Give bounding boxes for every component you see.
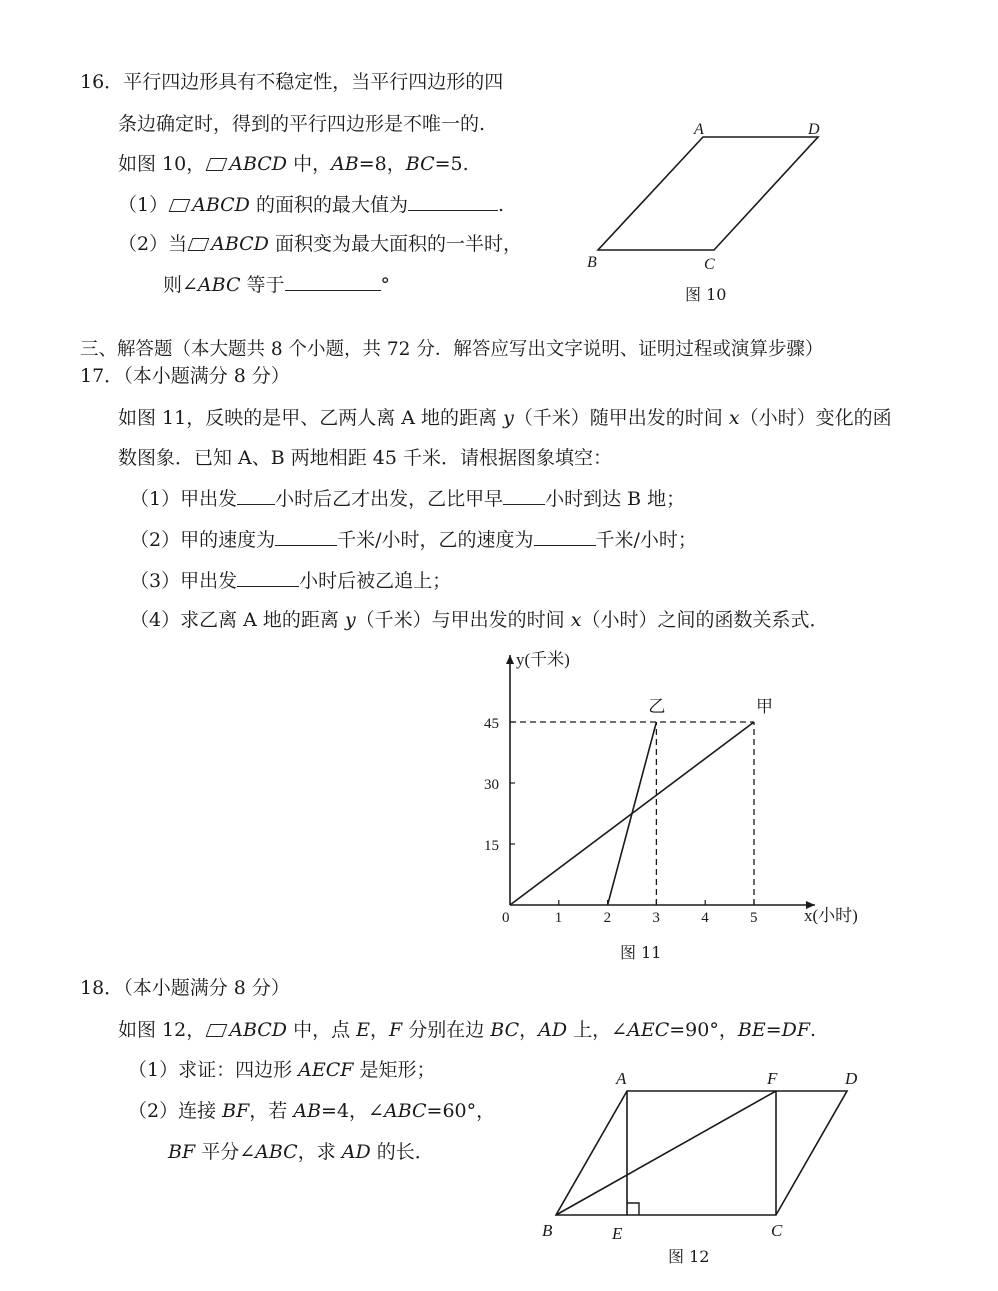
- q18-e: E: [356, 1019, 370, 1041]
- x-tick-label: 4: [701, 910, 709, 926]
- series-label-jia: 甲: [756, 697, 773, 716]
- q17-p4-x: x: [570, 609, 582, 631]
- q16-p1-text: 的面积的最大值为: [249, 194, 408, 216]
- q18-bf2: BF: [168, 1141, 196, 1163]
- q16-shape-name: ABCD: [229, 153, 288, 175]
- q18-p2-c: =4，∠: [321, 1100, 384, 1122]
- q18-score: （本小题满分 8 分）: [123, 977, 290, 999]
- y-tick-label: 30: [484, 777, 499, 793]
- q16-p2b-text: 等于: [240, 274, 285, 296]
- q18-stem-e2: 上，∠: [567, 1019, 628, 1041]
- q17-p4-a: （4）求乙离 A 地的距离: [130, 609, 345, 631]
- q17-p3-a: （3）甲出发: [130, 570, 238, 592]
- q17-stem1-b: （千米）随甲出发的时间: [513, 407, 729, 429]
- section3-heading: 三、解答题（本大题共 8 个小题，共 72 分．解答应写出文字说明、证明过程或演算步骤）: [80, 339, 824, 360]
- q17-p4-c: （小时）之间的函数关系式．: [581, 609, 829, 631]
- y-tick-label: 45: [484, 716, 499, 732]
- q16-fig-ref: 如图 10，: [118, 153, 206, 175]
- q16-degree: °: [380, 274, 391, 296]
- x-tick-label: 5: [750, 910, 758, 926]
- parallelogram-abcd-fig12: [556, 1091, 847, 1215]
- q16-p1-end: .: [497, 194, 504, 216]
- q16-p2-shape: ABCD: [211, 233, 269, 255]
- q16-bc: BC: [405, 153, 435, 175]
- q17-p1-b: 小时后乙才出发，乙比甲早: [275, 488, 504, 510]
- q16-text1: 平行四边形具有不稳定性，当平行四边形的四: [123, 71, 504, 93]
- q17-stem1-x: x: [728, 407, 740, 429]
- q18-ab: AB: [293, 1100, 322, 1122]
- q18-abc2: ABC: [255, 1141, 298, 1163]
- q17-p2-b: 千米/小时，乙的速度为: [337, 529, 534, 551]
- x-tick-label: 1: [554, 910, 563, 926]
- fig12-label-a: A: [616, 1069, 627, 1088]
- fig10-label-b: B: [587, 254, 597, 271]
- q18-stem-f2: =90°，: [669, 1019, 738, 1041]
- q17-stem1-y: y: [503, 407, 514, 429]
- y-tick-label: 15: [484, 838, 499, 854]
- q18-end: .: [810, 1019, 817, 1041]
- right-angle-mark: [627, 1203, 639, 1215]
- fig12-label-b: B: [542, 1221, 553, 1240]
- q18-ad2: AD: [341, 1141, 371, 1163]
- q18-p2b-c: 的长．: [370, 1141, 434, 1163]
- q18-bf: BF: [222, 1100, 250, 1122]
- q16-p2-label: （2）当: [118, 233, 188, 255]
- q16-number: 16．: [80, 71, 124, 93]
- q16-p2-text: 面积变为最大面积的一半时，: [268, 233, 522, 255]
- q17-p4-b: （千米）与甲出发的时间: [355, 609, 571, 631]
- q18-comma2: ，: [519, 1019, 539, 1041]
- fig10-caption: 图 10: [685, 285, 727, 304]
- q18-p1-b: 是矩形；: [353, 1059, 436, 1081]
- q16-line2: 条边确定时，得到的平行四边形是不唯一的.: [118, 113, 486, 135]
- x-tick-label: 0: [502, 910, 510, 926]
- fig12-label-f: F: [767, 1069, 778, 1088]
- q16-ab-val: =8，: [358, 153, 406, 175]
- fig10-label-a: A: [694, 121, 704, 138]
- q16-p1-label: （1）: [118, 194, 169, 216]
- q18-abc: ABC: [383, 1100, 427, 1122]
- q16-mid: 中，: [287, 153, 332, 175]
- q16-p1-shape: ABCD: [192, 194, 250, 216]
- series-label-yi: 乙: [648, 697, 666, 716]
- q17-p2-a: （2）甲的速度为: [130, 529, 276, 551]
- q18-p2-d: =60°，: [426, 1100, 496, 1122]
- q17-p1-a: （1）甲出发: [130, 488, 238, 510]
- q18-p2b-b: ，求: [297, 1141, 342, 1163]
- q17-number: 17．: [80, 365, 124, 387]
- fig12-label-d: D: [845, 1069, 858, 1088]
- q18-eq: =: [765, 1019, 782, 1041]
- q16-ab: AB: [331, 153, 359, 175]
- q17-p3-b: 小时后被乙追上；: [299, 570, 452, 592]
- x-tick-label: 3: [652, 910, 660, 926]
- x-tick-label: 2: [603, 910, 612, 926]
- q18-p2-b: ，若: [249, 1100, 294, 1122]
- q17-p1-c: 小时到达 B 地；: [545, 488, 686, 510]
- q17-score: （本小题满分 8 分）: [123, 365, 290, 387]
- q18-f: F: [389, 1019, 403, 1041]
- segment-bf: [556, 1091, 776, 1215]
- q17-p4-y: y: [344, 609, 356, 631]
- q17-stem1-c: （小时）变化的函: [739, 407, 892, 429]
- fig12-label-e: E: [612, 1224, 623, 1243]
- q18-stem-a: 如图 12，: [118, 1019, 206, 1041]
- fig12-caption: 图 12: [668, 1247, 710, 1266]
- q18-stem-d: 分别在边: [402, 1019, 491, 1041]
- q17-stem1-a: 如图 11，反映的是甲、乙两人离 A 地的距离: [118, 407, 504, 429]
- q18-comma1: ，: [370, 1019, 390, 1041]
- q18-ad: AD: [538, 1019, 568, 1041]
- q18-aecf: AECF: [298, 1059, 354, 1081]
- q17-stem2: 数图象．已知 A、B 两地相距 45 千米．请根据图象填空：: [118, 447, 613, 469]
- q18-p2b-a: 平分∠: [195, 1141, 256, 1163]
- q18-bc: BC: [490, 1019, 520, 1041]
- q16-bc-val: =5.: [434, 153, 469, 175]
- q18-be: BE: [737, 1019, 766, 1041]
- q16-angle-prefix: 则∠: [163, 274, 198, 296]
- q17-p2-c: 千米/小时；: [595, 529, 697, 551]
- x-axis-label: x(小时): [804, 906, 858, 925]
- q16-angle-name: ABC: [197, 274, 241, 296]
- q18-number: 18．: [80, 977, 124, 999]
- q18-p2-a: （2）连接: [128, 1100, 223, 1122]
- fig12-label-c: C: [771, 1221, 783, 1240]
- q18-shape: ABCD: [229, 1019, 288, 1041]
- q18-df: DF: [781, 1019, 811, 1041]
- q18-aec: AEC: [627, 1019, 670, 1041]
- fig11-caption: 图 11: [620, 943, 662, 962]
- fig10-label-d: D: [808, 121, 820, 138]
- q18-stem-b: 中，点: [287, 1019, 357, 1041]
- fig10-label-c: C: [704, 256, 715, 273]
- q18-p1-a: （1）求证：四边形: [128, 1059, 299, 1081]
- y-axis-label: y(千米): [516, 650, 570, 669]
